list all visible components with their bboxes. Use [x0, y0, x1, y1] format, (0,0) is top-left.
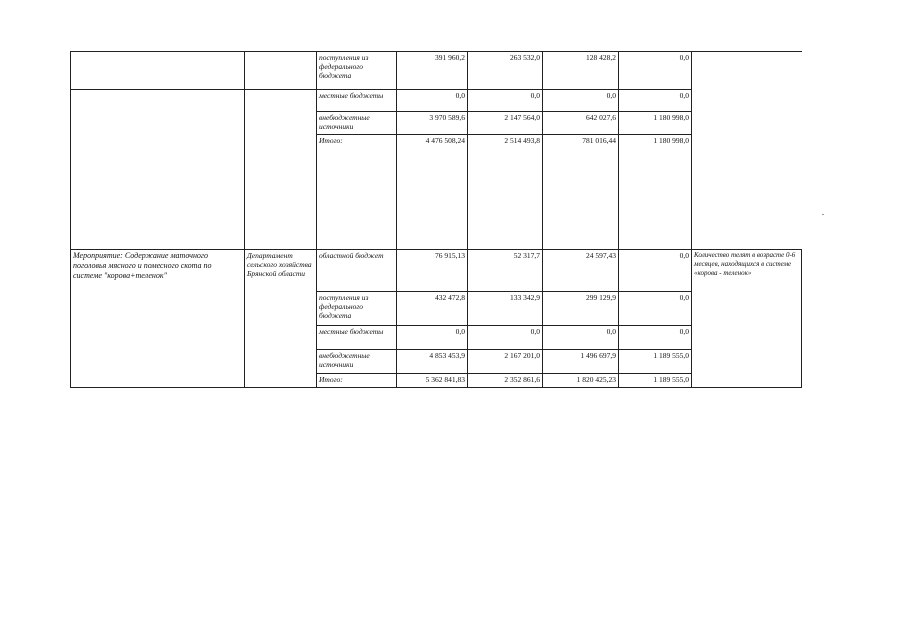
total-cell: 4 476 508,24	[397, 135, 468, 250]
total-cell: 0,0	[397, 326, 468, 350]
year3-cell: 0,0	[619, 90, 692, 112]
year3-cell: 0,0	[619, 292, 692, 326]
total-cell: 4 853 453,9	[397, 350, 468, 374]
year1-cell: 0,0	[468, 90, 543, 112]
activity-cell	[71, 52, 245, 90]
table-row	[71, 52, 802, 90]
year2-cell: 781 016,44	[543, 135, 619, 250]
source-cell: областной бюджет	[317, 250, 397, 292]
year2-cell: 1 496 697,9	[543, 350, 619, 374]
executor-cell	[245, 52, 317, 90]
total-cell: 432 472,8	[397, 292, 468, 326]
scan-speck	[822, 214, 824, 215]
source-cell: Итого:	[317, 135, 397, 250]
activity-cell: Мероприятие: Содержание маточного поголовья мясного и помесного скота по системе "корова+теленок"	[71, 250, 245, 388]
year1-cell: 52 317,7	[468, 250, 543, 292]
executor-cell: Департамент сельского хозяйства Брянской области	[245, 250, 317, 388]
source-cell: Итого:	[317, 374, 397, 388]
year2-cell: 1 820 425,23	[543, 374, 619, 388]
activity-cell	[71, 90, 245, 250]
year2-cell: 24 597,43	[543, 250, 619, 292]
source-cell: местные бюджеты	[317, 326, 397, 350]
year2-cell: 299 129,9	[543, 292, 619, 326]
total-cell: 0,0	[397, 90, 468, 112]
year3-cell: 0,0	[619, 52, 692, 90]
year3-cell: 1 180 998,0	[619, 112, 692, 135]
indicator-cell: Количество телят в возрасте 0-6 месяцев, находящихся в системе «корова - теленок»	[692, 250, 802, 388]
year3-cell: 1 189 555,0	[619, 350, 692, 374]
year3-cell: 1 189 555,0	[619, 374, 692, 388]
year1-cell: 0,0	[468, 326, 543, 350]
year2-cell: 642 027,6	[543, 112, 619, 135]
total-cell: 5 362 841,83	[397, 374, 468, 388]
year1-cell: 263 532,0	[468, 52, 543, 90]
total-cell: 76 915,13	[397, 250, 468, 292]
budget-table	[70, 51, 802, 388]
year2-cell: 0,0	[543, 326, 619, 350]
year1-cell: 2 514 493,8	[468, 135, 543, 250]
year1-cell: 133 342,9	[468, 292, 543, 326]
total-cell: 3 970 589,6	[397, 112, 468, 135]
executor-cell	[245, 90, 317, 250]
year2-cell: 128 428,2	[543, 52, 619, 90]
source-cell: поступления из федерального бюджета	[317, 52, 397, 90]
table-row	[71, 250, 802, 292]
year3-cell: 1 180 998,0	[619, 135, 692, 250]
source-cell: внебюджетные источники	[317, 350, 397, 374]
year3-cell: 0,0	[619, 326, 692, 350]
source-cell: поступления из федерального бюджета	[317, 292, 397, 326]
total-cell: 391 960,2	[397, 52, 468, 90]
source-cell: внебюджетные источники	[317, 112, 397, 135]
year1-cell: 2 147 564,0	[468, 112, 543, 135]
year1-cell: 2 352 861,6	[468, 374, 543, 388]
year1-cell: 2 167 201,0	[468, 350, 543, 374]
year2-cell: 0,0	[543, 90, 619, 112]
source-cell: местные бюджеты	[317, 90, 397, 112]
year3-cell: 0,0	[619, 250, 692, 292]
indicator-cell	[692, 52, 802, 250]
